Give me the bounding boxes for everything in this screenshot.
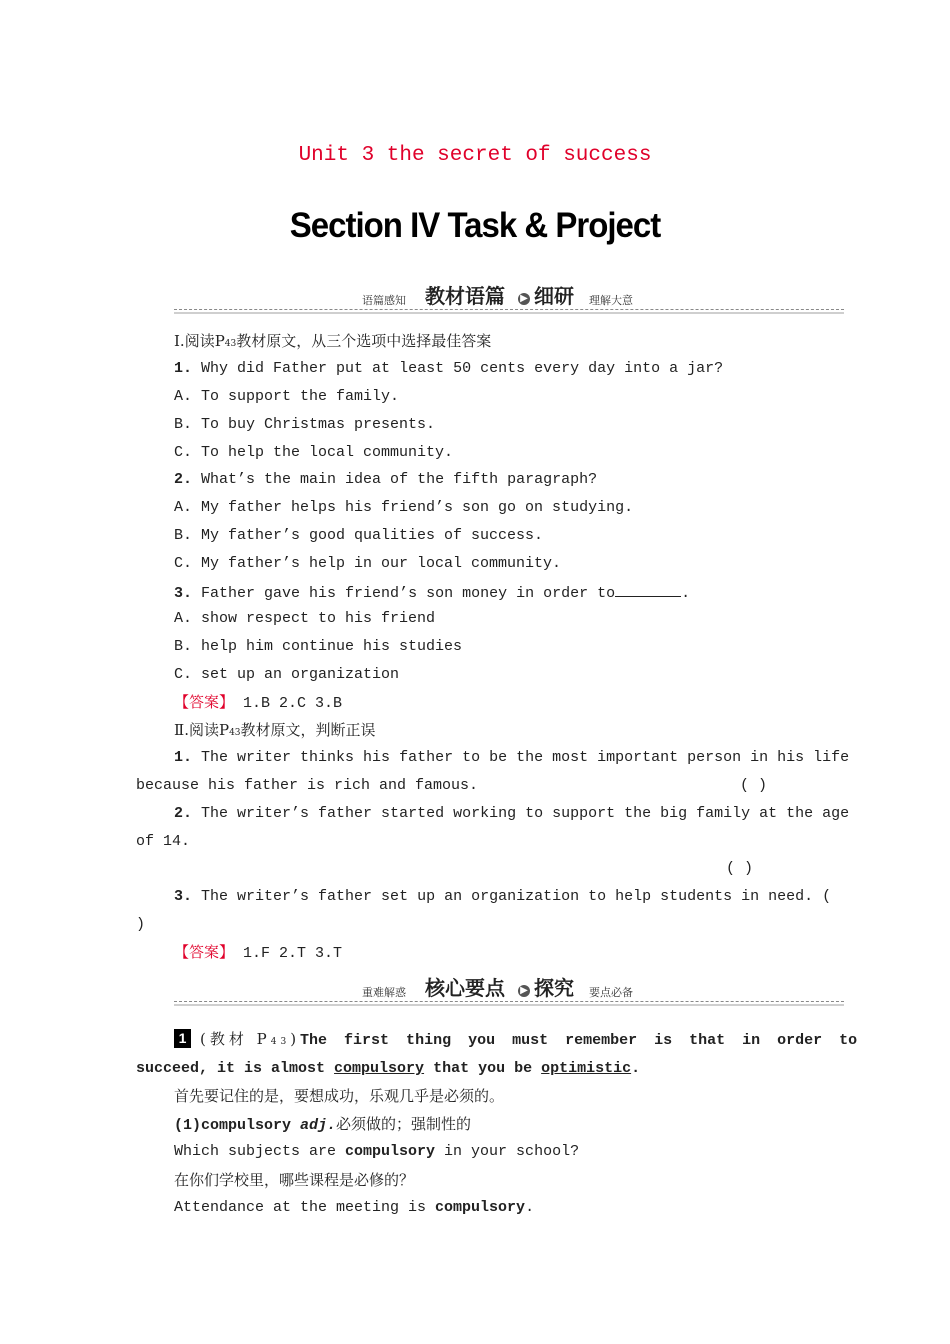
part1-heading: Ⅰ.阅读P43教材原文，从三个选项中选择最佳答案 bbox=[174, 332, 492, 350]
section-banner-reading bbox=[174, 286, 844, 314]
answer-text: 1.F 2.T 3.T bbox=[243, 945, 343, 962]
definition: (1)compulsory adj.必须做的；强制性的 bbox=[174, 1115, 472, 1134]
answer-text: 1.B 2.C 3.B bbox=[243, 695, 343, 712]
answer-row bbox=[174, 942, 342, 964]
banner-title-2: 探究 bbox=[534, 976, 574, 1000]
option: A. My father helps his friend’s son go on studying. bbox=[174, 499, 634, 516]
banner-divider bbox=[174, 309, 844, 310]
answer-blank bbox=[615, 582, 681, 597]
unit-title: Unit 3 the secret of success bbox=[298, 144, 652, 167]
question-2: 2. What’s the main idea of the fifth paragraph? bbox=[174, 471, 598, 488]
example-1: Which subjects are compulsory in your school? bbox=[174, 1143, 580, 1160]
point-1-sentence: 1 (教材 P43)The first thing you must remember is that in order to bbox=[174, 1029, 857, 1052]
point-1-sentence-cont: succeed, it is almost compulsory that you be optimistic. bbox=[136, 1060, 641, 1077]
banner-left-label: 重难解惑 bbox=[362, 986, 406, 999]
statement-1-cont: because his father is rich and famous. bbox=[136, 777, 479, 794]
banner-title: 教材语篇 bbox=[425, 284, 505, 308]
banner-right-label: 理解大意 bbox=[589, 294, 633, 307]
option: B. help him continue his studies bbox=[174, 638, 463, 655]
statement-3: 3. The writer’s father set up an organization to help students in need. ( bbox=[174, 888, 832, 905]
translation: 首先要记住的是，要想成功，乐观几乎是必须的。 bbox=[174, 1087, 505, 1105]
point-number-badge: 1 bbox=[174, 1029, 191, 1048]
banner-left-label: 语篇感知 bbox=[362, 294, 406, 307]
example-2: Attendance at the meeting is compulsory. bbox=[174, 1199, 535, 1216]
statement-3-cont: ) bbox=[136, 916, 146, 933]
option: C. My father’s help in our local community. bbox=[174, 555, 562, 572]
arrow-icon: ▶ bbox=[518, 985, 530, 997]
banner-divider bbox=[174, 1001, 844, 1002]
option: A. To support the family. bbox=[174, 388, 400, 405]
answer-label: 【答案】 bbox=[174, 693, 235, 711]
statement-1: 1. The writer thinks his father to be the most important person in his life bbox=[174, 749, 850, 766]
answer-label: 【答案】 bbox=[174, 943, 235, 961]
judge-paren: ( ) bbox=[740, 777, 768, 794]
option: B. To buy Christmas presents. bbox=[174, 416, 436, 433]
banner-right-label: 要点必备 bbox=[589, 986, 633, 999]
statement-2: 2. The writer’s father started working to support the big family at the age bbox=[174, 805, 850, 822]
judge-paren: ( ) bbox=[726, 860, 754, 877]
banner-title-2: 细研 bbox=[534, 284, 574, 308]
answer-row bbox=[174, 692, 342, 714]
section-title: Section IV Task & Project bbox=[289, 204, 661, 245]
arrow-icon: ▶ bbox=[518, 293, 530, 305]
banner-title: 核心要点 bbox=[425, 976, 505, 1000]
question-1: 1. Why did Father put at least 50 cents every day into a jar? bbox=[174, 360, 724, 377]
option: B. My father’s good qualities of success. bbox=[174, 527, 544, 544]
option: A. show respect to his friend bbox=[174, 610, 436, 627]
question-3: 3. Father gave his friend’s son money in order to . bbox=[174, 582, 690, 604]
banner-divider-thick bbox=[174, 1004, 844, 1006]
banner-divider-thick bbox=[174, 312, 844, 314]
part2-heading: Ⅱ.阅读P43教材原文，判断正误 bbox=[174, 721, 376, 739]
option: C. set up an organization bbox=[174, 666, 400, 683]
option: C. To help the local community. bbox=[174, 444, 454, 461]
statement-2-cont: of 14. bbox=[136, 833, 191, 850]
section-banner-core bbox=[174, 978, 844, 1006]
example-1-translation: 在你们学校里，哪些课程是必修的？ bbox=[174, 1171, 415, 1189]
